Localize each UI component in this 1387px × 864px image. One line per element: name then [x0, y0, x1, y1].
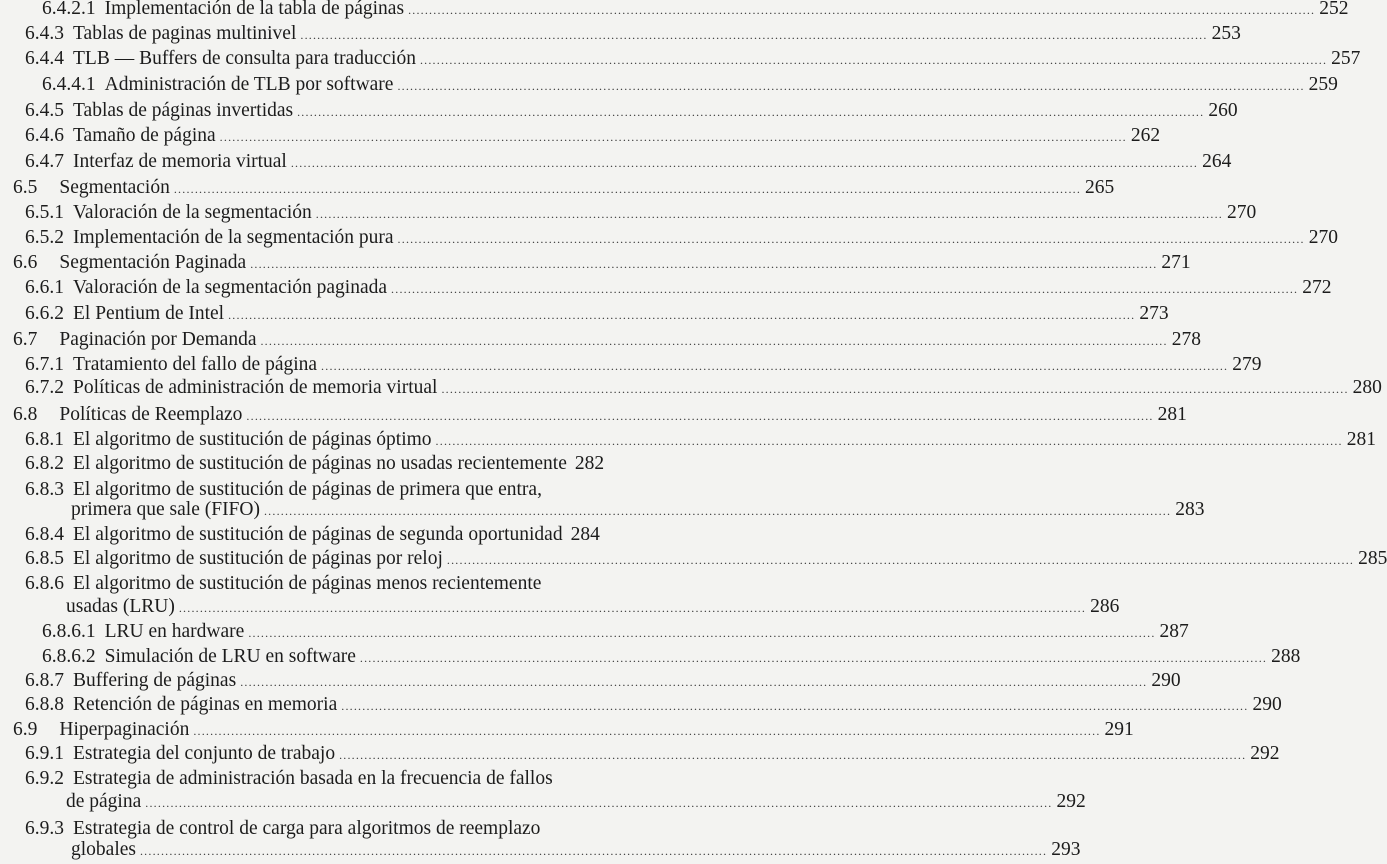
section-number: 6.4.4.1 — [42, 74, 96, 95]
section-title: El algoritmo de sustitución de páginas no usadas recientemente — [73, 453, 567, 474]
toc-entry — [42, 73, 1338, 97]
page-number: 265 — [1085, 177, 1115, 198]
section-title: Segmentación Paginada — [59, 252, 247, 273]
section-number: 6.6.2 — [25, 303, 64, 324]
section-number: 6.8.1 — [25, 429, 64, 450]
page-number: 264 — [1202, 151, 1232, 172]
section-number: 6.4.3 — [25, 23, 64, 44]
dot-leader — [140, 839, 1047, 863]
section-number: 6.8.5 — [25, 548, 64, 569]
dot-leader — [300, 23, 1207, 47]
page-number: 280 — [1352, 377, 1382, 398]
page-number: 291 — [1104, 719, 1134, 740]
toc-entry — [25, 124, 1161, 148]
section-title: Estrategia del conjunto de trabajo — [73, 743, 336, 764]
toc-entry — [25, 276, 1332, 300]
dot-leader — [220, 125, 1127, 149]
section-number: 6.5.2 — [25, 227, 64, 248]
section-number: 6.9 — [13, 719, 38, 740]
section-title: Buffering de páginas — [73, 670, 237, 691]
section-title: Valoración de la segmentación paginada — [73, 277, 388, 298]
section-title: globales — [71, 839, 136, 860]
page-number: 272 — [1302, 277, 1332, 298]
section-title: Hiperpaginación — [59, 719, 190, 740]
toc-entry — [25, 523, 600, 547]
section-number: 6.8.6 — [25, 573, 64, 594]
section-number: 6.4.6 — [25, 125, 64, 146]
toc-entry — [25, 353, 1262, 377]
page-number: 292 — [1250, 743, 1280, 764]
section-title: Políticas de Reemplazo — [59, 404, 243, 425]
dot-leader — [441, 377, 1348, 401]
section-title: El algoritmo de sustitución de páginas de primera que entra, — [73, 479, 542, 500]
page-number: 257 — [1331, 48, 1361, 69]
page-number: 278 — [1171, 329, 1201, 350]
page-number: 282 — [574, 453, 605, 474]
page-number: 285 — [1358, 548, 1387, 569]
section-title: El Pentium de Intel — [73, 303, 225, 324]
dot-leader — [420, 48, 1327, 72]
section-number: 6.4.4 — [25, 48, 64, 69]
toc-entry — [13, 328, 1201, 352]
toc-entry — [25, 99, 1238, 123]
dot-leader — [248, 621, 1155, 645]
section-title: usadas (LRU) — [66, 596, 175, 617]
section-title: Estrategia de control de carga para algoritmos de reemplazo — [73, 818, 541, 839]
section-title: El algoritmo de sustitución de páginas óptimo — [73, 429, 432, 450]
page-number: 259 — [1308, 74, 1338, 95]
toc-entry — [25, 669, 1181, 693]
dot-leader — [246, 404, 1153, 428]
section-title: Paginación por Demanda — [59, 329, 257, 350]
page-number: 271 — [1161, 252, 1191, 273]
toc-entry — [25, 302, 1169, 326]
page-number: 290 — [1151, 670, 1181, 691]
toc-entry — [25, 376, 1382, 400]
dot-leader — [447, 548, 1354, 572]
toc-entry — [25, 767, 553, 791]
toc-entry — [13, 176, 1115, 200]
section-number: 6.9.1 — [25, 743, 64, 764]
page-number: 270 — [1308, 227, 1338, 248]
dot-leader — [260, 329, 1167, 353]
section-title: Tablas de paginas multinivel — [73, 23, 297, 44]
toc-entry — [42, 0, 1349, 21]
section-title: Tratamiento del fallo de página — [73, 354, 318, 375]
toc-entry — [66, 790, 1086, 814]
toc-entry — [25, 47, 1361, 71]
section-title: Políticas de administración de memoria virtual — [73, 377, 438, 398]
section-number: 6.8 — [13, 404, 38, 425]
dot-leader — [391, 277, 1298, 301]
dot-leader — [228, 303, 1135, 327]
section-title: Retención de páginas en memoria — [73, 694, 338, 715]
toc-entry — [25, 226, 1338, 250]
dot-leader — [316, 202, 1223, 226]
dot-leader — [341, 694, 1248, 718]
toc-entry — [13, 718, 1134, 742]
dot-leader — [339, 743, 1246, 767]
dot-leader — [174, 177, 1081, 201]
toc-entry — [13, 251, 1191, 275]
section-number: 6.8.3 — [25, 479, 64, 500]
toc-entry — [42, 620, 1189, 644]
dot-leader — [179, 596, 1086, 620]
section-number: 6.8.6.1 — [42, 621, 96, 642]
section-title: LRU en hardware — [104, 621, 245, 642]
section-number: 6.6 — [13, 252, 38, 273]
section-number: 6.4.7 — [25, 151, 64, 172]
section-number: 6.7.2 — [25, 377, 64, 398]
dot-leader — [321, 354, 1228, 378]
dot-leader — [297, 100, 1204, 124]
section-title: Implementación de la tabla de páginas — [104, 0, 405, 19]
dot-leader — [360, 646, 1267, 670]
dot-leader — [264, 499, 1171, 523]
toc-entry — [25, 150, 1232, 174]
section-title: Tablas de páginas invertidas — [73, 100, 294, 121]
section-title: Segmentación — [59, 177, 170, 198]
dot-leader — [398, 227, 1305, 251]
page-number: 290 — [1252, 694, 1282, 715]
toc-entry — [25, 22, 1241, 46]
section-title: TLB — Buffers de consulta para traducción — [73, 48, 416, 69]
section-number: 6.8.6.2 — [42, 646, 96, 667]
toc-entry — [25, 547, 1387, 571]
page-number: 273 — [1139, 303, 1169, 324]
toc-entry — [25, 452, 605, 476]
section-number: 6.5.1 — [25, 202, 64, 223]
toc-entry — [66, 595, 1120, 619]
section-number: 6.9.3 — [25, 818, 64, 839]
page-number: 283 — [1175, 499, 1205, 520]
section-title: Administración de TLB por software — [104, 74, 394, 95]
page-number: 292 — [1056, 791, 1086, 812]
page-number: 279 — [1232, 354, 1262, 375]
dot-leader — [436, 429, 1343, 453]
section-title: El algoritmo de sustitución de páginas menos recientemente — [73, 573, 542, 594]
toc-entry — [13, 403, 1187, 427]
section-number: 6.4.5 — [25, 100, 64, 121]
section-title: de página — [66, 791, 142, 812]
dot-leader — [193, 719, 1100, 743]
page-number: 252 — [1319, 0, 1349, 19]
page-number: 281 — [1157, 404, 1187, 425]
section-title: primera que sale (FIFO) — [71, 499, 260, 520]
dot-leader — [145, 791, 1052, 815]
page-number: 281 — [1346, 429, 1376, 450]
toc-entry — [71, 498, 1205, 522]
toc-entry — [42, 645, 1301, 669]
section-title: El algoritmo de sustitución de páginas de segunda oportunidad — [73, 524, 563, 545]
section-title: Tamaño de página — [73, 125, 216, 146]
toc-entry — [25, 201, 1257, 225]
section-number: 6.7 — [13, 329, 38, 350]
section-title: El algoritmo de sustitución de páginas por reloj — [73, 548, 443, 569]
section-number: 6.4.2.1 — [42, 0, 96, 19]
page-number: 288 — [1271, 646, 1301, 667]
toc-entry — [25, 428, 1376, 452]
section-number: 6.8.2 — [25, 453, 64, 474]
dot-leader — [291, 151, 1198, 175]
section-title: Simulación de LRU en software — [104, 646, 356, 667]
page-number: 253 — [1211, 23, 1241, 44]
section-title: Interfaz de memoria virtual — [73, 151, 287, 172]
section-number: 6.8.8 — [25, 694, 64, 715]
section-title: Implementación de la segmentación pura — [73, 227, 394, 248]
page-number: 286 — [1090, 596, 1120, 617]
toc-entry — [25, 693, 1282, 717]
section-number: 6.7.1 — [25, 354, 64, 375]
page-number: 260 — [1208, 100, 1238, 121]
page-number: 284 — [570, 524, 600, 545]
toc-entry — [71, 838, 1081, 862]
section-number: 6.9.2 — [25, 768, 64, 789]
page-number: 270 — [1226, 202, 1257, 223]
section-title: Valoración de la segmentación — [73, 202, 312, 223]
page-number: 293 — [1051, 839, 1081, 860]
section-number: 6.8.7 — [25, 670, 64, 691]
page-number: 262 — [1130, 125, 1161, 146]
section-number: 6.5 — [13, 177, 38, 198]
toc-entry — [25, 572, 541, 596]
section-title: Estrategia de administración basada en la frecuencia de fallos — [73, 768, 553, 789]
dot-leader — [408, 0, 1315, 22]
page-number: 287 — [1159, 621, 1189, 642]
dot-leader — [240, 670, 1147, 694]
section-number: 6.6.1 — [25, 277, 64, 298]
section-number: 6.8.4 — [25, 524, 64, 545]
toc-entry — [25, 742, 1280, 766]
dot-leader — [397, 74, 1304, 98]
dot-leader — [250, 252, 1157, 276]
